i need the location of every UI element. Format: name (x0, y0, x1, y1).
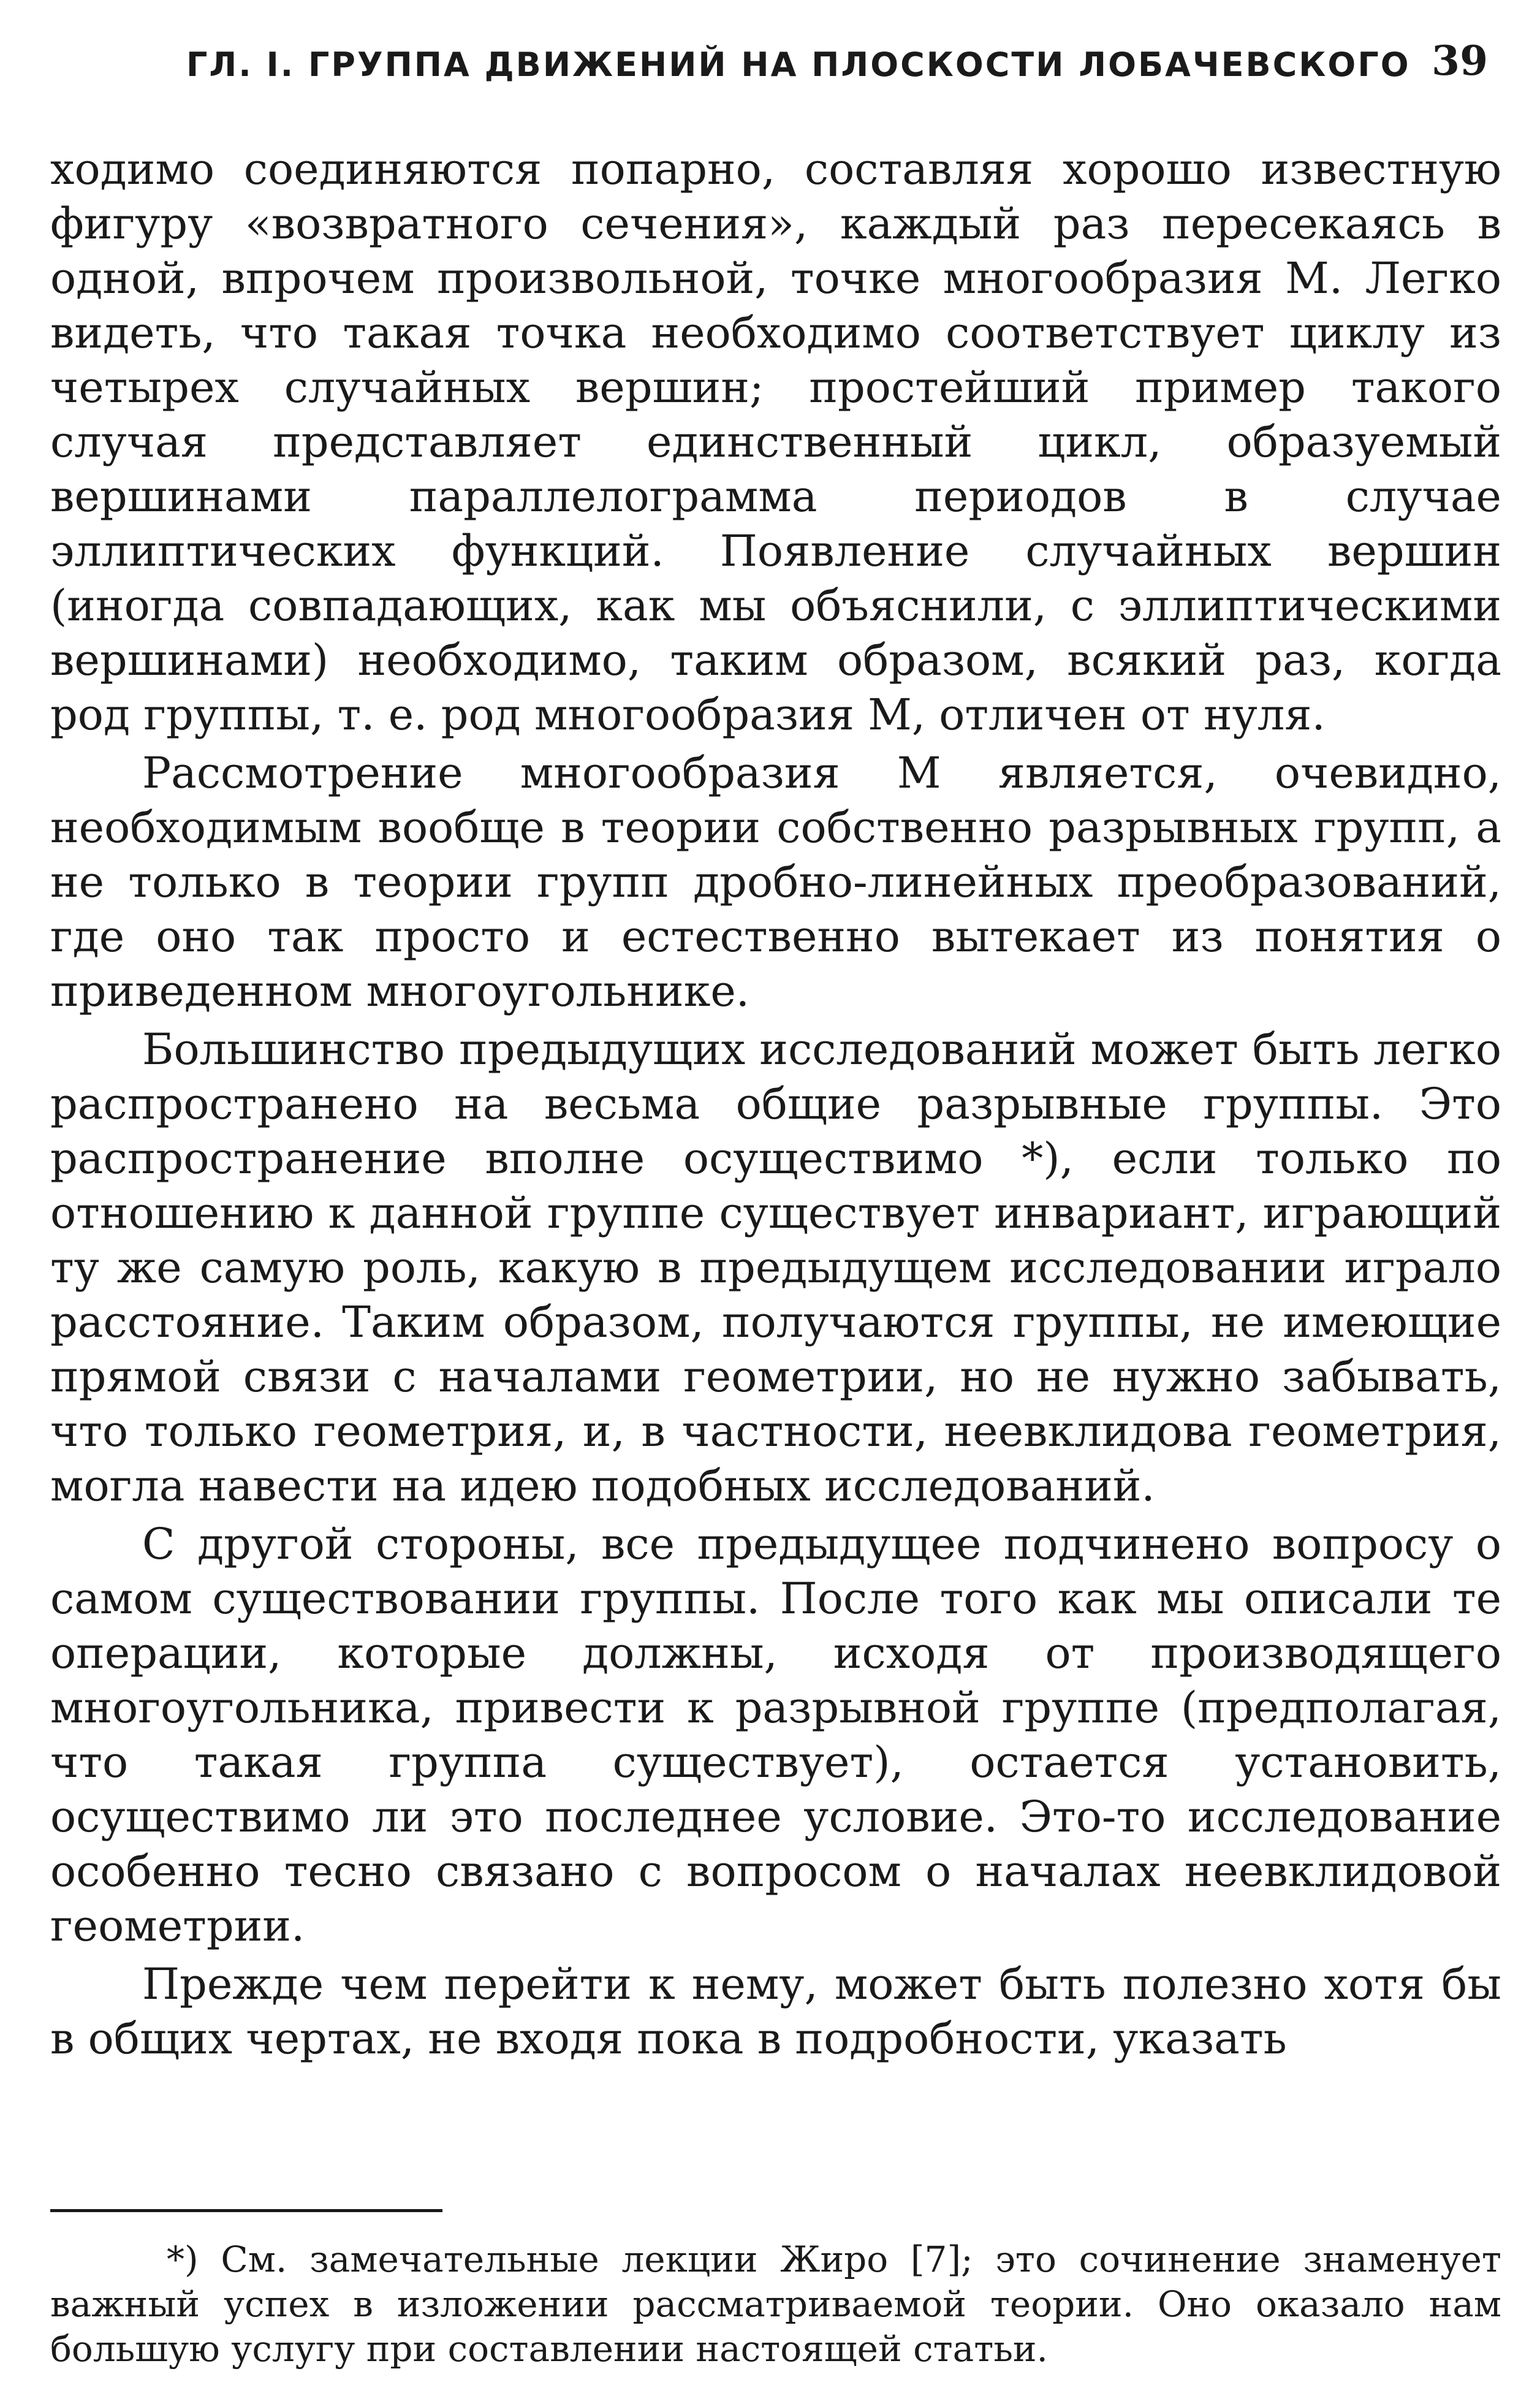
running-head (50, 37, 1501, 110)
paragraph: Рассмотрение многообразия M является, очевидно, необходимым вообще в теории собственно разрывных групп, а не только в теории групп дробно-линейных преобразований, где оно так просто и естественно вытекает из понятия о приведенном многоугольнике. (50, 748, 1501, 1016)
paragraph: Большинство предыдущих исследований может быть легко распространено на весьма общие разрывные группы. Это распространение вполне осуществимо *), если только по отношению к данной группе существует инвариант, играющий ту же самую роль, какую в предыдущем исследовании играло расстояние. Таким образом, получаются группы, не имеющие прямой связи с началами геометрии, но не нужно забывать, что только геометрия, и, в частности, неевклидова геометрия, могла навести на идею подобных исследований. (50, 1024, 1501, 1511)
paragraph: С другой стороны, все предыдущее подчинено вопросу о самом существовании группы. После того как мы описали те операции, которые должны, исходя от производящего многоугольника, привести к разрывной группе (предполагая, что такая группа существует), остается установить, осуществимо ли это последнее условие. Это-то исследование особенно тесно связано с вопросом о началах неевклидовой геометрии. (50, 1519, 1501, 1951)
paragraph-continued: ходимо соединяются попарно, составляя хорошо известную фигуру «возвратного сечения», каждый раз пересекаясь в одной, впрочем произвольной, точке многообразия M. Легко видеть, что такая точка необходимо соответствует циклу из четырех случайных вершин; простейший пример такого случая представляет единственный цикл, образуемый вершинами параллелограмма периодов в случае эллиптических функций. Появление случайных вершин (иногда совпадающих, как мы объяснили, с эллиптическими вершинами) необходимо, таким образом, всякий раз, когда род группы, т. е. род многообразия M, отличен от нуля. (50, 144, 1501, 740)
paragraph: Прежде чем перейти к нему, может быть полезно хотя бы в общих чертах, не входя пока в подробности, указать (50, 1959, 1501, 2064)
running-title: ГЛ. I. ГРУППА ДВИЖЕНИЙ НА ПЛОСКОСТИ ЛОБАЧЕВСКОГО (186, 45, 1411, 84)
footnote: *) См. замечательные лекции Жиро [7]; это сочинение знаменует важный успех в изложении рассматриваемой теории. Оно оказало нам большую услугу при составлении настоящей статьи. (50, 2239, 1501, 2370)
page-number: 39 (1432, 37, 1488, 85)
body-text (50, 142, 1501, 2066)
footnote-divider (50, 2209, 442, 2212)
book-page (50, 37, 1501, 2378)
